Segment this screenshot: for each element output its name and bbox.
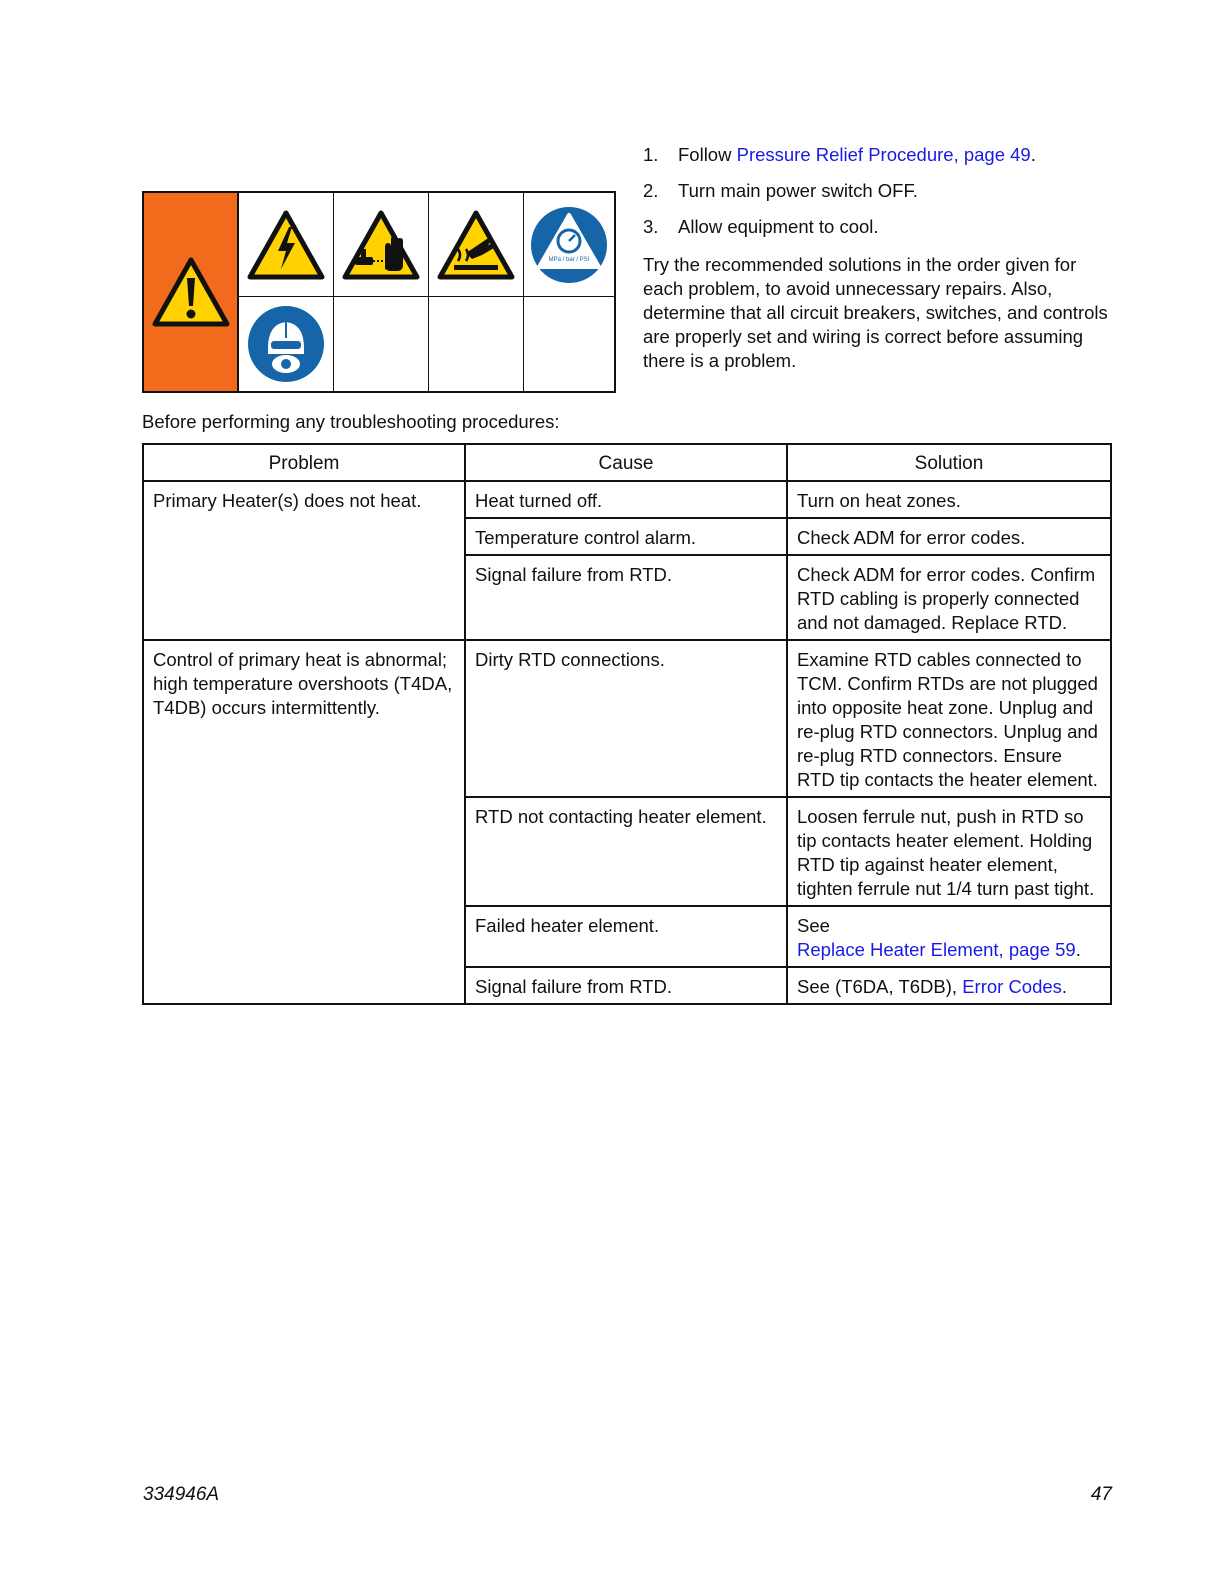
problem-cell: Control of primary heat is abnormal; high temperature overshoots (T4DA, T4DB) occurs intermittently. [143,640,465,1004]
cause-cell: Signal failure from RTD. [465,555,787,640]
table-header-row [143,444,1111,481]
gauge-unit-label: MPa / bar / PSI [548,256,590,263]
step-number: 3. [643,216,659,237]
step-number: 1. [643,144,659,165]
cause-cell: RTD not contacting heater element. [465,797,787,906]
document-number: 334946A [143,1484,220,1505]
step-text [678,144,1036,166]
cause-cell: Temperature control alarm. [465,518,787,555]
solution-suffix: . [1075,939,1081,960]
symbol-cell-empty [334,297,429,391]
symbol-cell-electric [239,193,334,297]
solution-cell [787,906,1111,967]
step-suffix: . [1030,144,1036,165]
pressure-gauge-icon [529,205,609,285]
step-1 [643,144,1113,180]
symbol-cell-pressure-gauge [524,193,614,297]
cause-header: Cause [465,444,787,481]
intro-text: Before performing any troubleshooting procedures: [142,411,560,432]
symbol-cell-injection [334,193,429,297]
error-codes-link[interactable]: Error Codes [962,976,1062,997]
step-number: 2. [643,180,659,201]
cause-cell: Heat turned off. [465,481,787,518]
solution-cell: Examine RTD cables connected to TCM. Confirm RTDs are not plugged into opposite heat zone. Unplug and re-plug RTD connectors. Unplug and re-plug RTD connectors. Ensure RTD tip contacts the heater element. [787,640,1111,797]
solution-suffix: . [1061,976,1068,997]
table-row [143,640,1111,797]
pressure-relief-procedure-link[interactable]: Pressure Relief Procedure, page 49 [736,144,1031,165]
solution-prefix: See [797,915,830,936]
cause-cell: Signal failure from RTD. [465,967,787,1004]
advice-paragraph: Try the recommended solutions in the order given for each problem, to avoid unnecessary repairs. Also, determine that all circuit breakers, switches, and controls are properly set and wiring is correct before assuming there is a problem. [643,254,1108,371]
hot-surface-icon [436,209,516,281]
symbol-cell-protective-gear [239,297,334,391]
solution-header: Solution [787,444,1111,481]
warning-symbols-grid [142,191,616,393]
skin-injection-icon [341,209,421,281]
step-3 [643,216,1113,252]
problem-header: Problem [143,444,465,481]
page-number: 47 [1090,1484,1112,1505]
step-text: Allow equipment to cool. [678,216,879,237]
troubleshooting-table [142,443,1112,1005]
solution-cell [787,967,1111,1004]
step-2 [643,180,1113,216]
wear-protective-equipment-icon [246,304,326,384]
general-warning-panel [144,193,239,391]
replace-heater-element-link[interactable]: Replace Heater Element, page 59 [797,939,1076,960]
cause-cell: Failed heater element. [465,906,787,967]
preliminary-steps-list [643,144,1113,252]
symbol-cell-empty [429,297,524,391]
solution-cell: Check ADM for error codes. [787,518,1111,555]
symbol-cell-hot-surface [429,193,524,297]
step-prefix: Follow [678,144,737,165]
step-text: Turn main power switch OFF. [678,180,918,201]
cause-cell: Dirty RTD connections. [465,640,787,797]
electric-shock-icon [246,209,326,281]
solution-cell: Turn on heat zones. [787,481,1111,518]
table-row [143,481,1111,518]
solution-cell: Check ADM for error codes. Confirm RTD cabling is properly connected and not damaged. Replace RTD. [787,555,1111,640]
exclamation-warning-icon [151,256,231,328]
solution-cell: Loosen ferrule nut, push in RTD so tip contacts heater element. Holding RTD tip against heater element, tighten ferrule nut 1/4 turn past tight. [787,797,1111,906]
problem-cell: Primary Heater(s) does not heat. [143,481,465,640]
symbol-cell-empty [524,297,614,391]
solution-prefix: See (T6DA, T6DB), [797,976,963,997]
